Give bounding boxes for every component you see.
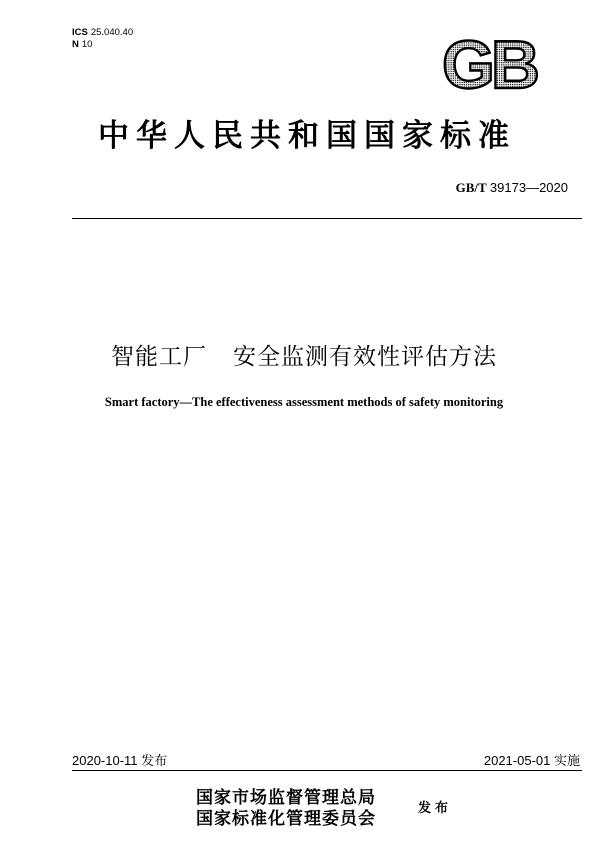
footer-divider <box>72 770 582 771</box>
title-chinese-part2: 安全监测有效性评估方法 <box>233 344 497 370</box>
issue-date <box>72 750 167 769</box>
implementation-date-label: 实施 <box>553 753 580 768</box>
classification-codes <box>72 27 133 51</box>
title-chinese-part1: 智能工厂 <box>111 344 207 370</box>
standard-number: 39173—2020 <box>489 180 568 195</box>
implementation-date-value: 2021-05-01 <box>483 753 551 768</box>
title-english: Smart factory—The effectiveness assessment methods of safety monitoring <box>104 395 504 409</box>
gb-logo-text: GB <box>442 33 536 93</box>
publish-label: 发布 <box>418 801 453 816</box>
national-standard-heading: 中华人民共和国国家标准 <box>98 118 516 154</box>
ics-code: 25.040.40 <box>90 27 134 38</box>
issuing-authorities <box>196 788 376 830</box>
standard-prefix: GB/T <box>455 180 487 195</box>
standard-code <box>456 180 568 196</box>
ccs-line <box>72 39 133 51</box>
issue-date-label: 发布 <box>141 753 168 768</box>
title-chinese <box>0 338 608 371</box>
ics-line <box>72 27 133 39</box>
header-divider <box>72 218 582 219</box>
ccs-label: N <box>72 39 79 50</box>
implementation-date <box>484 750 580 769</box>
ics-label: ICS <box>72 27 88 38</box>
gb-logo-icon <box>428 33 550 93</box>
issue-date-value: 2020-10-11 <box>72 753 138 768</box>
issuer-sac: 国家标准化管理委员会 <box>196 809 376 829</box>
ccs-code: 10 <box>81 39 93 50</box>
issuer-samr: 国家市场监督管理总局 <box>196 788 376 808</box>
